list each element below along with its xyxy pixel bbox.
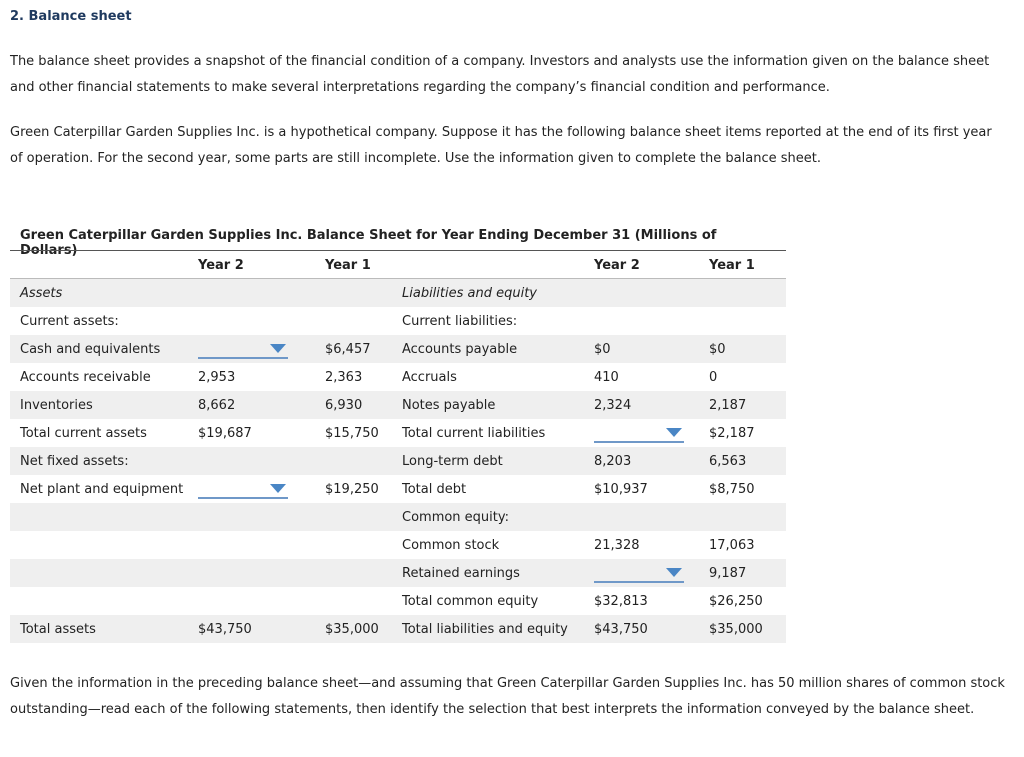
assets-year1-header: Year 1 [325, 252, 402, 279]
liability-year2: $0 [594, 335, 709, 363]
table-row [10, 335, 786, 363]
asset-year2: $43,750 [198, 615, 325, 643]
asset-year1: $35,000 [325, 615, 402, 643]
asset-label [10, 587, 198, 615]
table-row [10, 559, 786, 587]
asset-year1: $15,750 [325, 425, 379, 441]
table-row [10, 475, 786, 503]
liability-year1: 6,563 [709, 447, 786, 475]
cash-year2-dropdown[interactable] [198, 339, 288, 359]
asset-label: Net fixed assets: [10, 447, 198, 475]
liability-year2: 410 [594, 369, 619, 385]
liability-year2: 8,203 [594, 447, 709, 475]
asset-year1 [325, 307, 402, 335]
liab-year2-header: Year 2 [594, 252, 709, 279]
liability-year1 [709, 307, 786, 335]
liability-label: Total current liabilities [402, 425, 546, 441]
liability-year1: 17,063 [709, 537, 755, 553]
liability-label: Long-term debt [402, 447, 594, 475]
asset-year1: $19,250 [325, 481, 379, 497]
title-divider [10, 250, 786, 251]
asset-year1: 6,930 [325, 391, 402, 419]
section-heading: 2. Balance sheet [10, 9, 132, 24]
liability-year2 [594, 503, 709, 531]
liability-label: Retained earnings [402, 559, 594, 587]
table-row [10, 363, 786, 391]
table-row [10, 587, 786, 615]
asset-label [10, 531, 198, 559]
setup-paragraph: Green Caterpillar Garden Supplies Inc. is a hypothetical company. Suppose it has the following balance sheet items reported at the end of its first year of operation. For the second year, some parts are still incomplete. Use the information given to complete the balance sheet. [10, 125, 992, 166]
followup-paragraph: Given the information in the preceding balance sheet—and assuming that Green Caterpillar Garden Supplies Inc. has 50 million shares of common stock outstanding—read each of the following statements, then identify the selection that best interprets the information conveyed by the balance sheet. [10, 676, 1005, 717]
asset-label: Accounts receivable [20, 369, 151, 385]
asset-year2 [198, 531, 325, 559]
asset-label [10, 503, 198, 531]
asset-year2 [198, 447, 325, 475]
liability-year1: 0 [709, 369, 718, 385]
table-row [10, 447, 786, 475]
liability-label: Notes payable [402, 391, 594, 419]
asset-year2 [198, 307, 325, 335]
asset-label: Inventories [10, 391, 198, 419]
asset-year1 [325, 587, 402, 615]
liability-label: Accruals [402, 369, 457, 385]
liability-year1: $2,187 [709, 425, 755, 441]
asset-year2 [198, 587, 325, 615]
asset-year1 [325, 559, 402, 587]
asset-year1 [325, 503, 402, 531]
asset-year1: 2,363 [325, 369, 363, 385]
liability-year2: $32,813 [594, 593, 648, 609]
liability-label: Accounts payable [402, 335, 594, 363]
liability-year2 [594, 307, 709, 335]
asset-year2 [198, 503, 325, 531]
liability-year1: $26,250 [709, 593, 763, 609]
asset-label: Current assets: [20, 313, 119, 329]
asset-label [10, 559, 198, 587]
intro-paragraph: The balance sheet provides a snapshot of the financial condition of a company. Investors and analysts use the information given on the balance sheet and other financial statements to make several interpretations regarding the company’s financial condition and performance. [10, 54, 990, 95]
asset-year1 [325, 447, 402, 475]
liability-label: Total liabilities and equity [402, 615, 594, 643]
liab-year1-header: Year 1 [709, 252, 786, 279]
assets-section-label: Assets [10, 279, 198, 308]
liability-label: Common stock [402, 537, 500, 553]
liability-year2: 2,324 [594, 391, 709, 419]
balance-sheet-title: Green Caterpillar Garden Supplies Inc. Balance Sheet for Year Ending December 31 (Millions of Dollars) [20, 228, 717, 258]
liability-year2: $10,937 [594, 481, 648, 497]
table-row [10, 279, 786, 308]
table-row [10, 307, 786, 335]
retained-earnings-year2-dropdown[interactable] [594, 563, 684, 583]
liability-year2: 21,328 [594, 537, 640, 553]
assets-year2-header: Year 2 [198, 252, 325, 279]
table-row [10, 531, 786, 559]
table-row [10, 503, 786, 531]
liability-year1: $8,750 [709, 481, 755, 497]
liability-label: Current liabilities: [402, 313, 518, 329]
liability-year1 [709, 503, 786, 531]
asset-year2: 2,953 [198, 369, 236, 385]
total-current-liabilities-year2-dropdown[interactable] [594, 423, 684, 443]
asset-year2 [198, 559, 325, 587]
table-row [10, 391, 786, 419]
asset-label: Total current assets [20, 425, 147, 441]
asset-year2: 8,662 [198, 391, 325, 419]
liability-label: Total common equity [402, 593, 539, 609]
liability-year1: $35,000 [709, 615, 786, 643]
asset-year1 [325, 531, 402, 559]
balance-sheet-table [10, 252, 786, 643]
liability-label: Total debt [402, 481, 467, 497]
asset-label: Net plant and equipment [20, 481, 184, 497]
liability-year1: 9,187 [709, 559, 786, 587]
asset-label: Total assets [10, 615, 198, 643]
liability-year1: 2,187 [709, 391, 786, 419]
asset-year1: $6,457 [325, 335, 402, 363]
liability-year1: $0 [709, 335, 786, 363]
column-header-row [10, 252, 786, 279]
liability-year2: $43,750 [594, 615, 709, 643]
table-row [10, 419, 786, 447]
asset-label: Cash and equivalents [10, 335, 198, 363]
liability-label: Common equity: [402, 503, 594, 531]
net-plant-year2-dropdown[interactable] [198, 479, 288, 499]
table-row [10, 615, 786, 643]
liabilities-section-label: Liabilities and equity [402, 279, 594, 308]
asset-year2: $19,687 [198, 425, 252, 441]
